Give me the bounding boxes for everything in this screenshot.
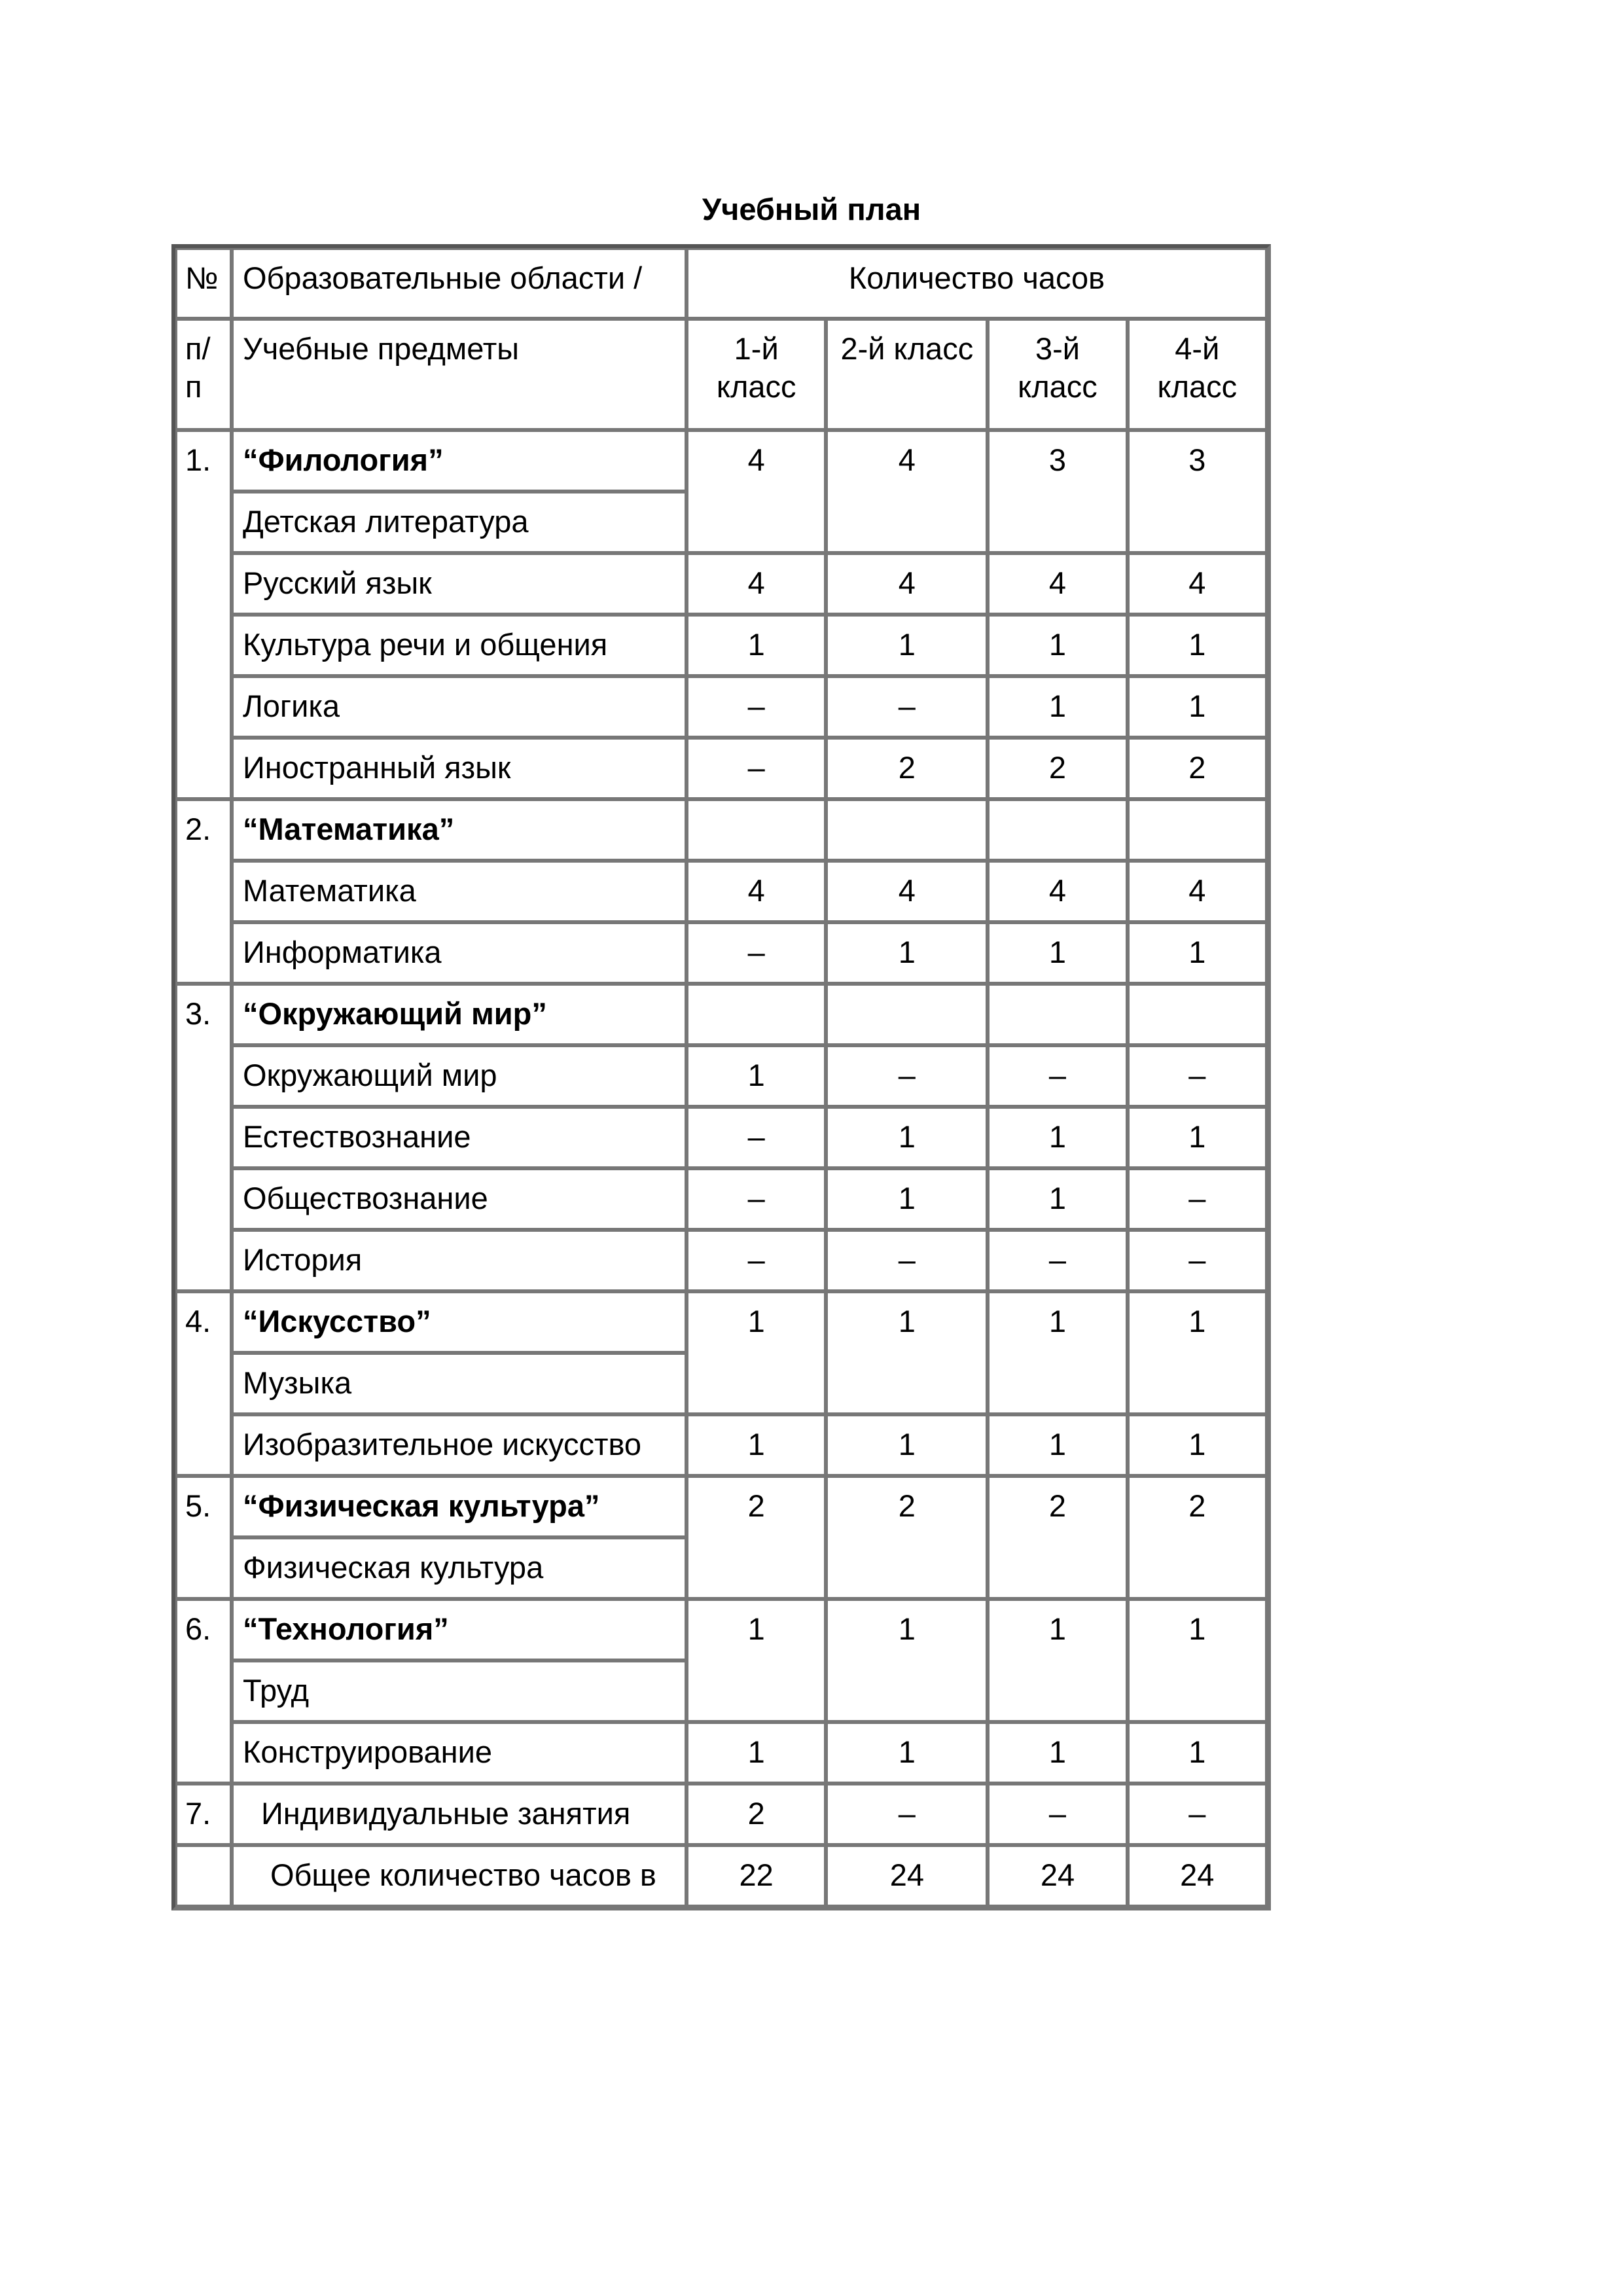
row-number: 2. (175, 799, 232, 984)
hours-cell: 3 (1128, 430, 1267, 553)
hours-cell: – (1128, 1045, 1267, 1107)
table-row (175, 1476, 1267, 1537)
area-name: “Искусство” (232, 1291, 687, 1353)
hours-cell: 1 (1128, 1414, 1267, 1476)
hours-cell: 4 (1128, 553, 1267, 615)
header-num-bottom: п/ п (175, 319, 232, 430)
row-number: 3. (175, 984, 232, 1291)
subject-name: История (232, 1230, 687, 1291)
hours-cell: – (988, 1784, 1127, 1845)
header-subject-bottom: Учебные предметы (232, 319, 687, 430)
hours-cell: 1 (988, 1291, 1127, 1414)
hours-cell: 2 (687, 1784, 826, 1845)
table-row (175, 799, 1267, 861)
total-label: Общее количество часов в (232, 1845, 687, 1907)
hours-cell: 1 (687, 1414, 826, 1476)
header-num-top: № (175, 248, 232, 319)
total-hours-cell: 24 (1128, 1845, 1267, 1907)
hours-cell: – (826, 1045, 988, 1107)
hours-cell: 4 (988, 861, 1127, 922)
hours-cell: 4 (1128, 861, 1267, 922)
hours-cell: – (1128, 1230, 1267, 1291)
subject-name: Культура речи и общения (232, 615, 687, 676)
row-number: 1. (175, 430, 232, 799)
table-row (175, 1045, 1267, 1107)
header-grade-1: 1-й класс (687, 319, 826, 430)
row-number: 5. (175, 1476, 232, 1599)
header-row (175, 319, 1267, 430)
hours-cell (826, 984, 988, 1045)
hours-cell: 1 (988, 922, 1127, 984)
hours-cell: 1 (687, 1722, 826, 1784)
hours-cell (1128, 799, 1267, 861)
total-hours-cell: 24 (826, 1845, 988, 1907)
hours-cell: – (826, 1784, 988, 1845)
hours-cell: – (988, 1045, 1127, 1107)
hours-cell: 4 (988, 553, 1127, 615)
subject-name: Естествознание (232, 1107, 687, 1168)
hours-cell: 2 (1128, 1476, 1267, 1599)
subject-name: Музыка (232, 1353, 687, 1414)
hours-cell (687, 799, 826, 861)
total-hours-cell: 22 (687, 1845, 826, 1907)
hours-cell: 4 (687, 430, 826, 553)
hours-cell: 1 (826, 1722, 988, 1784)
table-row (175, 1599, 1267, 1660)
hours-cell: 1 (988, 1168, 1127, 1230)
hours-cell: 1 (1128, 922, 1267, 984)
hours-cell: 1 (826, 1168, 988, 1230)
subject-name: Обществознание (232, 1168, 687, 1230)
hours-cell: – (687, 1107, 826, 1168)
hours-cell: 2 (826, 738, 988, 799)
table-row (175, 738, 1267, 799)
subject-name: Русский язык (232, 553, 687, 615)
hours-cell: 1 (826, 1414, 988, 1476)
table-row (175, 1784, 1267, 1845)
hours-cell: 1 (1128, 1722, 1267, 1784)
subject-name: Физическая культура (232, 1537, 687, 1599)
hours-cell: 4 (687, 553, 826, 615)
hours-cell: 1 (687, 1599, 826, 1722)
hours-cell: 4 (826, 430, 988, 553)
hours-cell: 1 (826, 615, 988, 676)
subject-name: Информатика (232, 922, 687, 984)
hours-cell: 1 (988, 1107, 1127, 1168)
hours-cell: – (687, 676, 826, 738)
hours-cell: 1 (988, 615, 1127, 676)
hours-cell: 1 (826, 1599, 988, 1722)
row-number (175, 1845, 232, 1907)
hours-cell: 3 (988, 430, 1127, 553)
hours-cell: 2 (826, 1476, 988, 1599)
subject-name: Детская литература (232, 492, 687, 553)
hours-cell: 1 (826, 1291, 988, 1414)
hours-cell: 1 (1128, 1599, 1267, 1722)
subject-name: Изобразительное искусство (232, 1414, 687, 1476)
hours-cell: – (687, 1168, 826, 1230)
hours-cell: 1 (1128, 1291, 1267, 1414)
row-number: 7. (175, 1784, 232, 1845)
header-hours: Количество часов (687, 248, 1267, 319)
table-row (175, 1168, 1267, 1230)
hours-cell: – (687, 922, 826, 984)
hours-cell (988, 984, 1127, 1045)
table-row (175, 922, 1267, 984)
hours-cell: 1 (988, 676, 1127, 738)
hours-cell: 4 (687, 861, 826, 922)
hours-cell: 1 (988, 1414, 1127, 1476)
curriculum-table (171, 244, 1271, 1910)
total-row (175, 1845, 1267, 1907)
hours-cell: 1 (1128, 615, 1267, 676)
subject-name: Конструирование (232, 1722, 687, 1784)
hours-cell (826, 799, 988, 861)
table-row (175, 553, 1267, 615)
hours-cell: – (687, 1230, 826, 1291)
header-grade-3: 3-й класс (988, 319, 1127, 430)
header-grade-4: 4-й класс (1128, 319, 1267, 430)
subject-name: Логика (232, 676, 687, 738)
hours-cell: 4 (826, 861, 988, 922)
hours-cell: 1 (988, 1722, 1127, 1784)
hours-cell (988, 799, 1127, 861)
hours-cell (1128, 984, 1267, 1045)
table-row (175, 984, 1267, 1045)
table-row (175, 1722, 1267, 1784)
header-row (175, 248, 1267, 319)
hours-cell: 2 (988, 738, 1127, 799)
hours-cell: – (1128, 1784, 1267, 1845)
hours-cell: 2 (687, 1476, 826, 1599)
table-row (175, 1230, 1267, 1291)
header-subject-top: Образовательные области / (232, 248, 687, 319)
subject-name: Окружающий мир (232, 1045, 687, 1107)
hours-cell: – (826, 676, 988, 738)
hours-cell: 1 (826, 1107, 988, 1168)
hours-cell: – (687, 738, 826, 799)
hours-cell (687, 984, 826, 1045)
subject-name: Труд (232, 1660, 687, 1722)
hours-cell: 2 (1128, 738, 1267, 799)
area-name: “Филология” (232, 430, 687, 492)
table-row (175, 1291, 1267, 1353)
table-row (175, 615, 1267, 676)
table-row (175, 430, 1267, 492)
hours-cell: – (826, 1230, 988, 1291)
row-number: 4. (175, 1291, 232, 1476)
page-title: Учебный план (702, 192, 921, 226)
hours-cell: 2 (988, 1476, 1127, 1599)
table-row (175, 1414, 1267, 1476)
area-name: “Окружающий мир” (232, 984, 687, 1045)
header-grade-2: 2-й класс (826, 319, 988, 430)
hours-cell: 1 (826, 922, 988, 984)
subject-name: Иностранный язык (232, 738, 687, 799)
subject-name: Математика (232, 861, 687, 922)
table-row (175, 861, 1267, 922)
area-name: “Технология” (232, 1599, 687, 1660)
hours-cell: 1 (1128, 676, 1267, 738)
hours-cell: – (1128, 1168, 1267, 1230)
hours-cell: 1 (687, 1291, 826, 1414)
hours-cell: 1 (1128, 1107, 1267, 1168)
table-row (175, 1107, 1267, 1168)
area-name: “Математика” (232, 799, 687, 861)
hours-cell: 1 (687, 615, 826, 676)
hours-cell: 4 (826, 553, 988, 615)
hours-cell: – (988, 1230, 1127, 1291)
subject-name: Индивидуальные занятия (232, 1784, 687, 1845)
row-number: 6. (175, 1599, 232, 1784)
hours-cell: 1 (988, 1599, 1127, 1722)
area-name: “Физическая культура” (232, 1476, 687, 1537)
total-hours-cell: 24 (988, 1845, 1127, 1907)
hours-cell: 1 (687, 1045, 826, 1107)
table-row (175, 676, 1267, 738)
